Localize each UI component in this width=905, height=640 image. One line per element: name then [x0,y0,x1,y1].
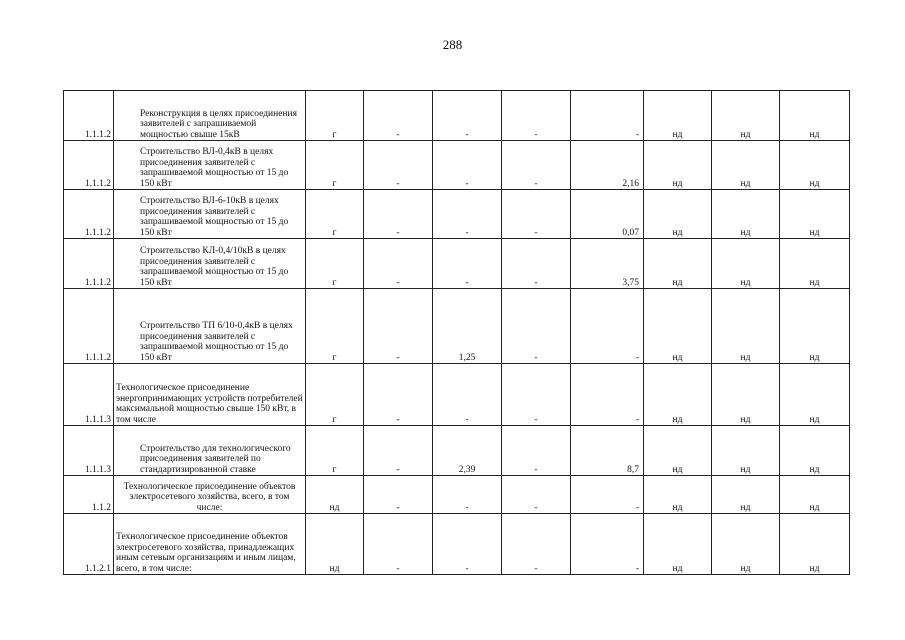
row-value: 3,75 [571,239,644,289]
row-nd: нд [644,239,712,289]
row-value: - [364,426,433,476]
row-code: 1.1.1.2 [64,190,114,239]
row-nd: нд [712,426,780,476]
row-value: - [364,239,433,289]
row-code: 1.1.1.2 [64,239,114,289]
row-nd: нд [712,239,780,289]
row-value: - [571,289,644,364]
row-value: - [433,190,502,239]
row-value: - [502,239,571,289]
row-value: - [364,289,433,364]
row-nd: нд [644,514,712,575]
row-code: 1.1.2.1 [64,514,114,575]
row-value: - [571,476,644,514]
row-value: 1,25 [433,289,502,364]
row-unit: нд [306,514,364,575]
row-value: - [502,426,571,476]
row-nd: нд [644,289,712,364]
row-name: Реконструкция в целях присоединения заявителей с запрашиваемой мощностью свыше 15кВ [114,91,306,141]
data-table [63,90,850,575]
row-value: - [364,514,433,575]
page-number: 288 [442,37,463,52]
row-value: - [364,364,433,426]
row-name: Строительство ВЛ-0,4кВ в целях присоединения заявителей с запрашиваемой мощностью от 15 до 150 кВт [114,141,306,190]
row-nd: нд [780,190,850,239]
row-value: 8,7 [571,426,644,476]
row-value: - [433,364,502,426]
table-row [64,476,850,514]
row-value: - [571,364,644,426]
row-nd: нд [712,91,780,141]
row-name: Технологическое присоединение энергопринимающих устройств потребителей максимальной мощностью свыше 150 кВт, в том числе [114,364,306,426]
row-name: Строительство КЛ-0,4/10кВ в целях присоединения заявителей с запрашиваемой мощностью от 15 до 150 кВт [114,239,306,289]
row-nd: нд [712,514,780,575]
row-value: - [502,91,571,141]
row-nd: нд [712,289,780,364]
row-code: 1.1.1.2 [64,91,114,141]
row-value: - [433,476,502,514]
table-row [64,426,850,476]
table-row [64,239,850,289]
row-nd: нд [712,476,780,514]
row-value: - [502,141,571,190]
row-value: - [502,514,571,575]
row-nd: нд [644,364,712,426]
row-value: - [433,141,502,190]
row-unit: г [306,289,364,364]
row-value: - [364,91,433,141]
row-value: - [502,364,571,426]
row-value: - [433,514,502,575]
row-nd: нд [780,141,850,190]
row-value: - [433,91,502,141]
row-value: 0,07 [571,190,644,239]
row-value: 2,16 [571,141,644,190]
row-nd: нд [712,364,780,426]
row-name: Строительство ТП 6/10-0,4кВ в целях присоединения заявителей с запрашиваемой мощностью от 15 до 150 кВт [114,289,306,364]
row-nd: нд [712,141,780,190]
row-nd: нд [780,364,850,426]
row-code: 1.1.1.2 [64,141,114,190]
row-nd: нд [780,239,850,289]
row-unit: г [306,141,364,190]
row-unit: г [306,426,364,476]
row-nd: нд [780,476,850,514]
row-code: 1.1.1.3 [64,364,114,426]
row-code: 1.1.1.3 [64,426,114,476]
table-row [64,364,850,426]
row-nd: нд [644,91,712,141]
row-nd: нд [780,426,850,476]
row-unit: г [306,239,364,289]
row-unit: г [306,190,364,239]
row-value: - [433,239,502,289]
row-name: Технологическое присоединение объектов электросетевого хозяйства, принадлежащих иным сетевым организациям и иным лицам, всего, в том числе: [114,514,306,575]
row-name: Строительство ВЛ-6-10кВ в целях присоединения заявителей с запрашиваемой мощностью от 15 до 150 кВт [114,190,306,239]
row-value: - [502,190,571,239]
row-unit: г [306,91,364,141]
row-value: - [571,91,644,141]
row-value: - [364,476,433,514]
row-value: 2,39 [433,426,502,476]
row-nd: нд [644,190,712,239]
row-nd: нд [644,476,712,514]
row-unit: г [306,364,364,426]
row-nd: нд [780,514,850,575]
row-value: - [502,476,571,514]
row-code: 1.1.1.2 [64,289,114,364]
table-row [64,289,850,364]
table-row [64,190,850,239]
row-value: - [571,514,644,575]
row-nd: нд [712,190,780,239]
table-row [64,514,850,575]
row-value: - [364,141,433,190]
row-value: - [364,190,433,239]
row-nd: нд [780,91,850,141]
table-row [64,91,850,141]
row-nd: нд [780,289,850,364]
row-name: Технологическое присоединение объектов электросетевого хозяйства, всего, в том числе: [114,476,306,514]
row-value: - [502,289,571,364]
row-nd: нд [644,426,712,476]
row-unit: нд [306,476,364,514]
row-name: Строительство для технологического присоединения заявителей по стандартизированной ставке [114,426,306,476]
table-row [64,141,850,190]
row-nd: нд [644,141,712,190]
row-code: 1.1.2 [64,476,114,514]
